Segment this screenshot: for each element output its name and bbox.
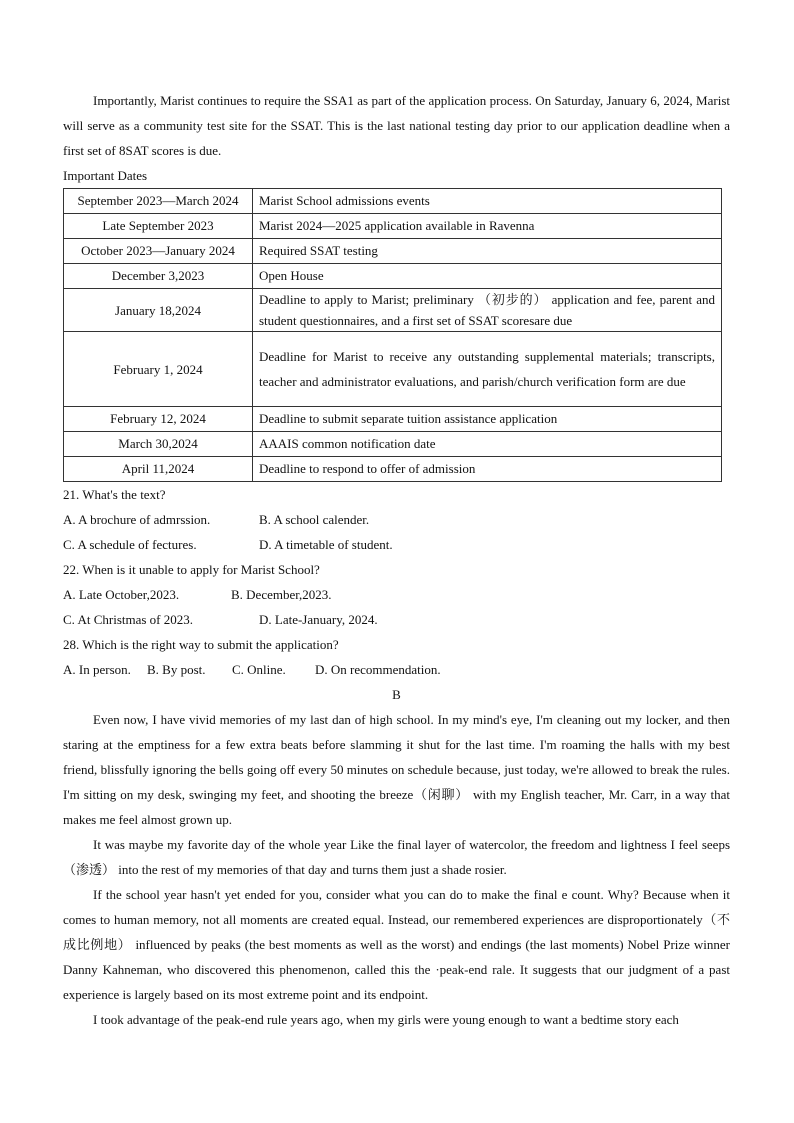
table-row <box>64 432 722 457</box>
event-cell: Deadline to apply to Marist; preliminary （初步的） application and fee, parent and student questionnaires, and a first set of SSAT scoresare due <box>253 289 722 332</box>
question-options <box>63 582 730 607</box>
event-cell: Open House <box>253 264 722 289</box>
event-cell: Deadline for Marist to receive any outstanding supplemental materials; transcripts, teacher and administrator evaluations, and parish/church verification form are due <box>253 332 722 407</box>
table-row <box>64 289 722 332</box>
event-cell: Deadline to submit separate tuition assistance application <box>253 407 722 432</box>
question-stem: 28. Which is the right way to submit the application? <box>63 637 339 652</box>
option-c: C. Online. <box>232 662 286 677</box>
event-cell: Required SSAT testing <box>253 239 722 264</box>
table-row <box>64 214 722 239</box>
option-a: A. In person. <box>63 662 131 677</box>
question-stem: 21. What's the text? <box>63 487 166 502</box>
option-c: C. A schedule of fectures. <box>63 537 197 552</box>
table-row <box>64 264 722 289</box>
option-b: B. A school calender. <box>259 512 370 527</box>
table-caption: Important Dates <box>63 168 148 183</box>
option-a: A. A brochure of admrssion. <box>63 512 211 527</box>
event-cell: AAAIS common notification date <box>253 432 722 457</box>
option-b: B. By post. <box>147 662 206 677</box>
intro-paragraph: Importantly, Marist continues to require the SSA1 as part of the application process. On Saturday, January 6, 2024, Marist will serve as a community test site for the SSAT. This is the last national testing day prior to our application deadline when a first set of 8SAT scores is due. <box>63 93 730 158</box>
date-cell: September 2023—March 2024 <box>64 189 253 214</box>
important-dates-table <box>63 188 722 482</box>
option-d: D. Late-January, 2024. <box>259 612 378 627</box>
event-cell: Marist School admissions events <box>253 189 722 214</box>
date-cell: April 11,2024 <box>64 457 253 482</box>
question-options <box>63 657 730 682</box>
section-label: B <box>392 687 401 702</box>
option-d: D. On recommendation. <box>315 662 441 677</box>
event-cell: Marist 2024—2025 application available in Ravenna <box>253 214 722 239</box>
date-cell: December 3,2023 <box>64 264 253 289</box>
date-cell: Late September 2023 <box>64 214 253 239</box>
question-options <box>63 507 730 532</box>
option-c: C. At Christmas of 2023. <box>63 612 194 627</box>
question-stem: 22. When is it unable to apply for Marist School? <box>63 562 320 577</box>
date-cell: February 12, 2024 <box>64 407 253 432</box>
table-row <box>64 239 722 264</box>
question-options <box>63 607 730 632</box>
passage-paragraph: If the school year hasn't yet ended for you, consider what you can do to make the final e count. Why? Because when it comes to human memory, not all moments are created equal. Instead, our remembered experiences are disproportionately（不成比例地） influenced by peaks (the best moments as well as the worst) and endings (the last moments) Nobel Prize winner Danny Kahneman, who discovered this phenomenon, called this the ·peak-end rale. It suggests that our judgment of a past experience is largely based on its most extreme point and its endpoint. <box>63 887 730 1002</box>
table-row <box>64 457 722 482</box>
date-cell: October 2023—January 2024 <box>64 239 253 264</box>
passage-paragraph: I took advantage of the peak-end rule years ago, when my girls were young enough to want a bedtime story each <box>93 1012 679 1027</box>
passage-paragraph: Even now, I have vivid memories of my last dan of high school. In my mind's eye, I'm cleaning out my locker, and then staring at the emptiness for a few extra beats before slamming it shut for the last time. I'm roaming the halls with my best friend, blissfully ignoring the bells going off every 50 minutes on schedule because, just today, we're allowed to break the rules. I'm sitting on my desk, swinging my feet, and shooting the breeze（闲聊） with my English teacher, Mr. Carr, in a way that makes me feel almost grown up. <box>63 712 730 827</box>
option-d: D. A timetable of student. <box>259 537 393 552</box>
table-row <box>64 189 722 214</box>
date-cell: March 30,2024 <box>64 432 253 457</box>
question-options <box>63 532 730 557</box>
option-b: B. December,2023. <box>231 587 332 602</box>
date-cell: February 1, 2024 <box>64 332 253 407</box>
date-cell: January 18,2024 <box>64 289 253 332</box>
document-page <box>63 88 730 1032</box>
table-row <box>64 407 722 432</box>
passage-paragraph: It was maybe my favorite day of the whole year Like the final layer of watercolor, the freedom and lightness I feel seeps（渗透） into the rest of my memories of that day and turns them just a shade rosier. <box>63 837 730 877</box>
event-cell: Deadline to respond to offer of admission <box>253 457 722 482</box>
table-row <box>64 332 722 407</box>
option-a: A. Late October,2023. <box>63 587 180 602</box>
